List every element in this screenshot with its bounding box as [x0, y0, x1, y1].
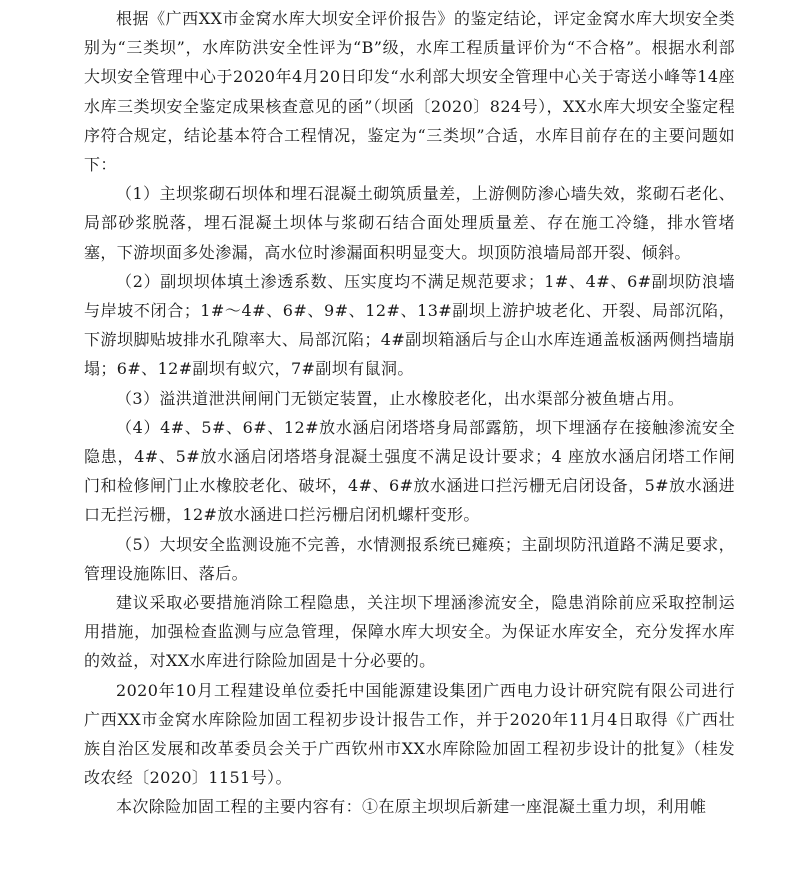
paragraph-issue-auxiliary-dams: （2）副坝坝体填土渗透系数、压实度均不满足规范要求；1#、4#、6#副坝防浪墙与岸坡不闭合；1#～4#、6#、9#、12#、13#副坝上游护坡老化、开裂、局部沉陷，下游坝脚贴坡排水孔隙率大、局部沉陷；4#副坝箱涵后与企山水库连通盖板涵两侧挡墙崩塌；6#、12#副坝有蚁穴，7#副坝有鼠洞。	[84, 271, 735, 379]
paragraph-issue-outlet-culverts: （4）4#、5#、6#、12#放水涵启闭塔塔身局部露筋，坝下埋涵存在接触渗流安全隐患，4#、5#放水涵启闭塔塔身混凝土强度不满足设计要求；4 座放水涵启闭塔工作闸门和检修闸门止水橡胶老化、破坏，4#、6#放水涵进口拦污栅无启闭设备，5#放水涵进口无拦污栅，12#放水涵进口拦污栅启闭机螺杆变形。	[84, 417, 735, 525]
paragraph-issue-spillway: （3）溢洪道泄洪闸闸门无锁定装置，止水橡胶老化，出水渠部分被鱼塘占用。	[116, 388, 685, 408]
paragraph-design-commission: 2020年10月工程建设单位委托中国能源建设集团广西电力设计研究院有限公司进行广西XX市金窝水库除险加固工程初步设计报告工作，并于2020年11月4日取得《广西壮族自治区发展和改革委员会关于广西钦州市XX水库除险加固工程初步设计的批复》（桂发改农经〔2020〕1151号）。	[84, 680, 735, 788]
paragraph-recommendation: 建议采取必要措施消除工程隐患，关注坝下埋涵渗流安全，隐患消除前应采取控制运用措施，加强检查监测与应急管理，保障水库大坝安全。为保证水库安全，充分发挥水库的效益，对XX水库进行除险加固是十分必要的。	[84, 593, 735, 671]
paragraph-main-works: 本次除险加固工程的主要内容有：①在原主坝坝后新建一座混凝土重力坝，利用帷	[116, 797, 707, 817]
paragraph-issue-main-dam: （1）主坝浆砌石坝体和埋石混凝土砌筑质量差，上游侧防渗心墙失效，浆砌石老化、局部砂浆脱落，埋石混凝土坝体与浆砌石结合面处理质量差、存在施工冷缝，排水管堵塞，下游坝面多处渗漏，高水位时渗漏面积明显变大。坝顶防浪墙局部开裂、倾斜。	[84, 184, 735, 262]
paragraph-issue-monitoring: （5）大坝安全监测设施不完善，水情测报系统已瘫痪；主副坝防汛道路不满足要求，管理设施陈旧、落后。	[84, 534, 735, 583]
paragraph-assessment-conclusion: 根据《广西XX市金窝水库大坝安全评价报告》的鉴定结论，评定金窝水库大坝安全类别为“三类坝”，水库防洪安全性评为“B”级，水库工程质量评价为“不合格”。根据水利部大坝安全管理中心于2020年4月20日印发“水利部大坝安全管理中心关于寄送小峰等14座水库三类坝安全鉴定成果核查意见的函”（坝函〔2020〕824号），XX水库大坝安全鉴定程序符合规定，结论基本符合工程情况，鉴定为“三类坝”合适，水库目前存在的主要问题如下：	[84, 9, 735, 175]
